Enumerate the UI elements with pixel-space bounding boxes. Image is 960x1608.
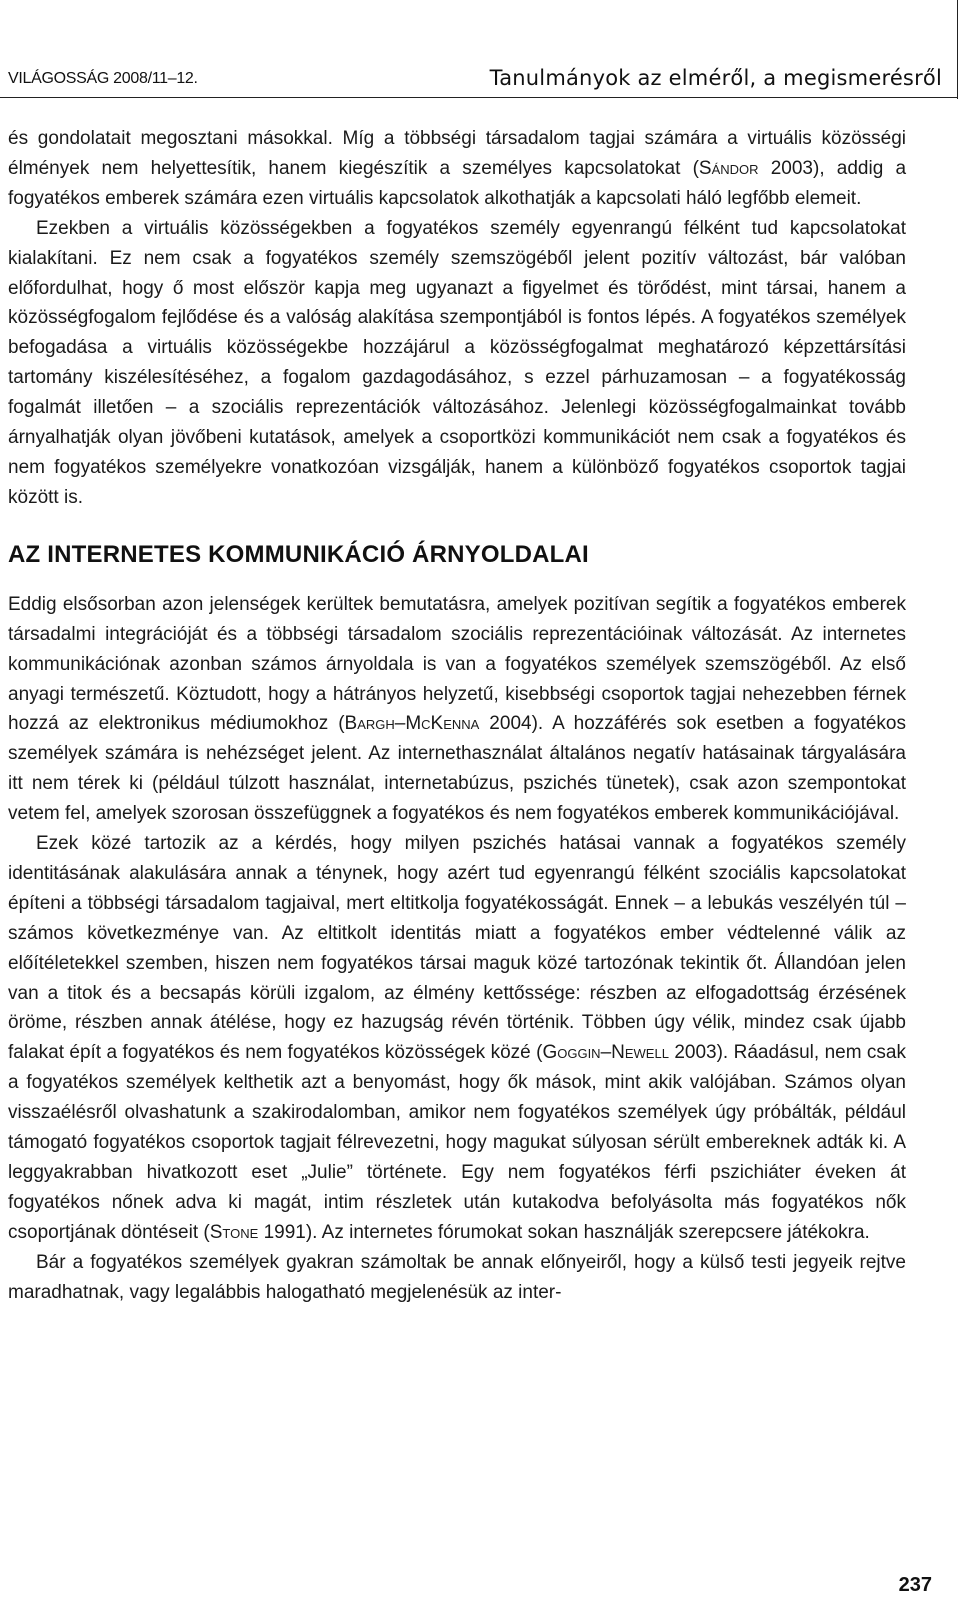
page-number: 237 bbox=[898, 1574, 932, 1596]
section-heading: AZ INTERNETES KOMMUNIKÁCIÓ ÁRNYOLDALAI bbox=[8, 540, 589, 568]
header-corner-rule bbox=[957, 0, 958, 99]
paragraph: Ezekben a virtuális közösségekben a fogyatékos személy egyenrangú félként tud kapcsolatokat kialakítani. Ez nem csak a fogyatékos személy szemszögéből jelent pozitív változást, bár valóban előfordulhat, hogy ő most először kapja meg ugyanazt a figyelmet és törődést, mint társai, hanem a közösségfogalom fejlődése és a valóság alakítása szempontjából is fontos lépés. A fogyatékos személyek befogadása a virtuális közösségekbe hozzájárul a közösségfogalmat meghatározó képzettársítási tartomány kiszélesítéséhez, a fogalom gazdagodásához, s ezzel párhuzamosan – a fogyatékosság fogalmát illetően – a szociális reprezentációk változásához. Jelenlegi közösségfogalmainkat tovább árnyalhatják olyan jövőbeni kutatások, amelyek a csoportközi kommunikációt nem csak a fogyatékos és nem fogyatékos személyekre vonatkozóan vizsgálják, hanem a különböző fogyatékos csoportok tagjai között is. bbox=[8, 217, 906, 508]
paragraph: és gondolatait megosztani másokkal. Míg a többségi társadalom tagjai számára a virtuális közösségi élmények nem helyettesítik, hanem kiegészítik a személyes kapcsolatokat (Sándor 2003), addig a fogyatékos emberek számára ezen virtuális kapcsolatok alkothatják a kapcsolati háló legfőbb elemeit. bbox=[8, 128, 907, 209]
citation: Bargh–McKenna bbox=[344, 713, 480, 735]
paragraph: Eddig elsősorban azon jelenségek kerültek bemutatásra, amelyek pozitívan segítik a fogyatékos emberek társadalmi integrációját és a többségi társadalom szociális reprezentációinak változását. Az internetes kommunikációnak azonban számos árnyoldala is van a fogyatékos személyek szemszögéből. Az első anyagi természetű. Köztudott, hogy a hátrányos helyzetű, kisebbségi csoportok tagjai nehezebben férnek hozzá az elektronikus médiumokhoz (Bargh–McKenna 2004). A hozzáférés sok esetben a fogyatékos személyek számára is nehézséget jelent. Az internethasználat általános negatív hatásainak tárgyalására itt nem térek ki (például túlzott használat, internetabúzus, pszichés tünetek), csak azon szempontokat vetem fel, amelyek szorosan összefüggnek a fogyatékos és nem fogyatékos emberek kommunikációjával. bbox=[8, 593, 907, 825]
journal-name: VILÁGOSSÁG 2008/11–12. bbox=[8, 70, 198, 87]
running-header bbox=[0, 0, 960, 100]
citation: Goggin–Newell bbox=[542, 1042, 669, 1064]
article-body bbox=[8, 124, 906, 1308]
header-rule bbox=[0, 97, 958, 98]
paragraph: Bár a fogyatékos személyek gyakran számoltak be annak előnyeiről, hogy a külső testi jegyeik rejtve maradhatnak, vagy legalábbis halogatható megjelenésük az inter- bbox=[8, 1251, 906, 1303]
citation: Stone bbox=[209, 1221, 259, 1243]
paragraph: Ezek közé tartozik az a kérdés, hogy milyen pszichés hatásai vannak a fogyatékos személy identitásának alakulására annak a ténynek, hogy azért tud egyenrangú félként szociális kapcsolatokat építeni a többségi társadalom tagjaival, mert eltitkolja fogyatékosságát. Ennek – a lebukás veszélyén túl – számos következménye van. Az eltitkolt identitás miatt a fogyatékos ember védtelenné válik az előítéletekkel szemben, hiszen nem fogyatékos társai maguk közé tartozónak tekintik őt. Állandóan jelen van a titok és a becsapás körüli izgalom, az élmény kettőssége: részben az elfogadottság érzésének öröme, részben annak átélése, hogy ez hazugság révén történik. Többen úgy vélik, mindez csak újabb falakat épít a fogyatékos és nem fogyatékos közösségek közé (Goggin–Newell 2003). Ráadásul, nem csak a fogyatékos személyek kelthetik azt a benyomást, hogy ők mások, mint akik valójában. Számos olyan visszaélésről olvashatunk a szakirodalomban, amikor nem fogyatékos személyek úgy próbálták, például támogató fogyatékos csoportok tagjait félrevezetni, hogy magukat súlyosan sérült embereknek adták ki. A leggyakrabban hivatkozott eset „Julie” története. Egy nem fogyatékos férfi pszichiáter éveken át fogyatékos nőnek adva ki magát, intim részletek után kutakodva befolyásolta más fogyatékos nők csoportjának döntéseit (Stone 1991). Az internetes fórumokat sokan használják szerepcsere játékokra. bbox=[8, 833, 906, 1243]
citation: Sándor bbox=[698, 157, 759, 179]
section-title: Tanulmányok az elméről, a megismerésről bbox=[489, 66, 942, 90]
